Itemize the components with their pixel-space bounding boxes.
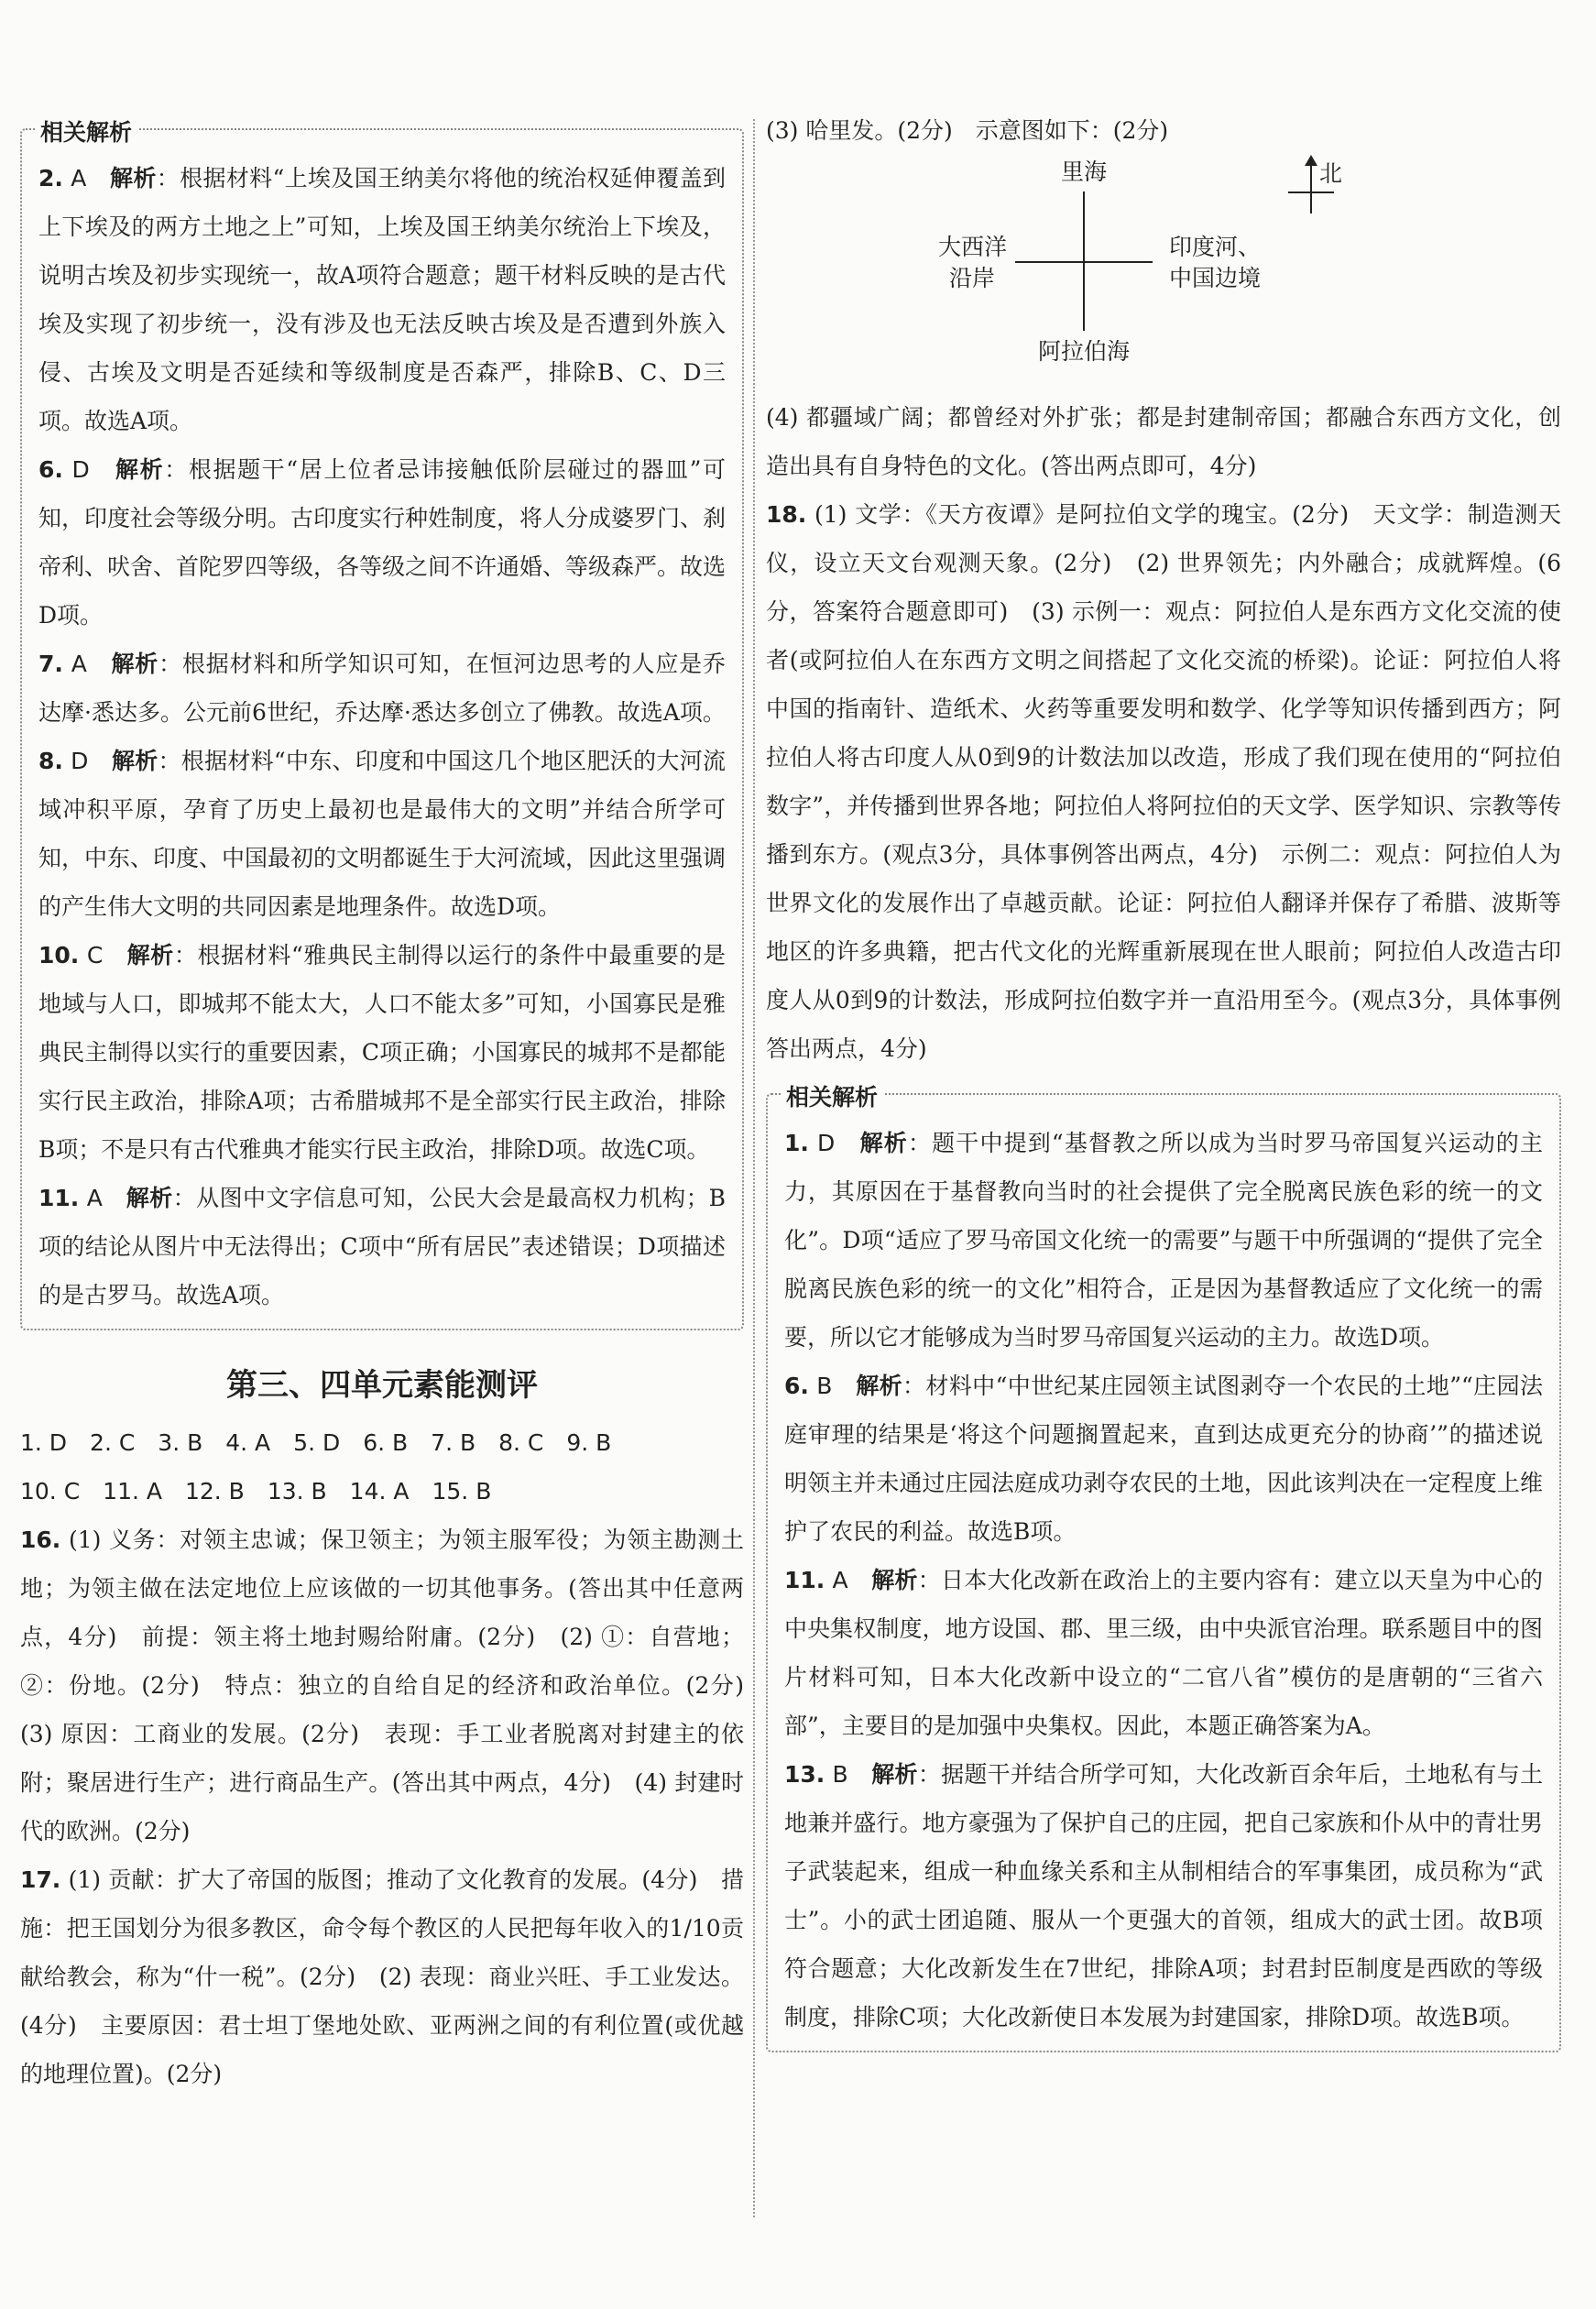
direction-diagram [766,155,1561,393]
question-18: 18. (1) 文学：《天方夜谭》是阿拉伯文学的瑰宝。(2分) 天文学：制造测天仪，设立天文台观测天象。(2分) (2) 世界领先；内外融合；成就辉煌。(6分，答案符合题意即可) (3) 示例一：观点：阿拉伯人是东西方文化交流的使者(或阿拉伯人在东西方文明之间搭起了文化交流的桥梁)。论证：阿拉伯人将中国的指南针、造纸术、火药等重要发明和数学、化学等知识传播到西方；阿拉伯人将古印度人从0到9的计数法加以改造，形成了我们现在使用的“阿拉伯数字”，并传播到世界各地；阿拉伯人将阿拉伯的天文学、医学知识、宗教等传播到东方。(观点3分，具体事例答出两点，4分) 示例二：观点：阿拉伯人为世界文化的发展作出了卓越贡献。论证：阿拉伯人翻译并保存了希腊、波斯等地区的许多典籍，把古代文化的光辉重新展现在世人眼前；阿拉伯人改造古印度人从0到9的计数法，形成阿拉伯数字并一直沿用至今。(观点3分，具体事例答出两点，4分) [766,501,1561,1062]
analysis-item: 11. A 解析：从图中文字信息可知，公民大会是最高权力机构；B项的结论从图片中无法得出；C项中“所有居民”表述错误；D项描述的是古罗马。故选A项。 [38,1185,726,1308]
analysis-box-label: 相关解析 [35,115,137,148]
right-column [766,106,1561,2052]
left-column [20,119,768,2098]
analysis-item: 6. D 解析：根据题干“居上位者忌讳接触低阶层碰过的器皿”可知，印度社会等级分明。古印度实行种姓制度，将人分成婆罗门、刹帝利、吠舍、首陀罗四等级，各等级之间不许通婚、等级森严。故选D项。 [38,456,727,629]
analysis-item: 1. D 解析：题干中提到“基督教之所以成为当时罗马帝国复兴运动的主力，其原因在于基督教向当时的社会提供了完全脱离民族色彩的统一的文化”。D项“适应了罗马帝国文化统一的需要”与题干中所强调的“提供了完全脱离民族色彩的统一的文化”相符合，正是因为基督教适应了文化统一的需要，所以它才能够成为当时罗马帝国复兴运动的主力。故选D项。 [784,1130,1543,1351]
diagram-right-label-2: 中国边境 [1169,265,1262,291]
diagram-right-label-1: 印度河、 [1169,234,1262,260]
answer-key-line-2: 10. C 11. A 12. B 13. B 14. A 15. B [20,1478,492,1505]
question-17: 17. (1) 贡献：扩大了帝国的版图；推动了文化教育的发展。(4分) 措施：把王国划分为很多教区，命令每个教区的人民把每年收入的1/10贡献给教会，称为“什一税”。(2分) (2) 表现：商业兴旺、手工业发达。(4分) 主要原因：君士坦丁堡地处欧、亚两洲之间的有利位置(或优越的地理位置)。(2分) [20,1866,744,2087]
diagram-bottom-label: 阿拉伯海 [1038,338,1131,365]
diagram-left-label-2: 沿岸 [949,265,996,291]
question-17-part-4: (4) 都疆域广阔；都曾经对外扩张；都是封建制帝国；都融合东西方文化，创造出具有自身特色的文化。(答出两点即可，4分) [766,404,1561,479]
north-arrow-crossbar [1288,192,1334,193]
north-label: 北 [1319,160,1343,187]
analysis-item: 6. B 解析：材料中“中世纪某庄园领主试图剥夺一个农民的土地”“庄园法庭审理的结果是‘将这个问题搁置起来，直到达成更充分的协商’”的描述说明领主并未通过庄园法庭成功剥夺农民的土地，因此该判决在一定程度上维护了农民的利益。故选B项。 [784,1373,1543,1545]
diagram-top-label: 里海 [1061,159,1108,185]
question-17-part-3: (3) 哈里发。(2分) 示意图如下：(2分) [766,117,1169,144]
analysis-item: 7. A 解析：根据材料和所学知识可知，在恒河边思考的人应是乔达摩·悉达多。公元前6世纪，乔达摩·悉达多创立了佛教。故选A项。 [38,651,726,726]
analysis-item: 8. D 解析：根据材料“中东、印度和中国这几个地区肥沃的大河流域冲积平原，孕育了历史上最初也是最伟大的文明”并结合所学可知，中东、印度、中国最初的文明都诞生于大河流域，因此这里强调的产生伟大文明的共同因素是地理条件。故选D项。 [38,748,727,920]
north-arrow-shaft [1310,160,1312,213]
analysis-item: 13. B 解析：据题干并结合所学可知，大化改新百余年后，土地私有与土地兼并盛行。地方豪强为了保护自己的庄园，把自己家族和仆从中的青壮男子武装起来，组成一种血缘关系和主从制相结合的军事集团，成员称为“武士”。小的武士团追随、服从一个更强大的首领，组成大的武士团。故B项符合题意；大化改新发生在7世纪，排除A项；封君封臣制度是西欧的等级制度，排除C项；大化改新使日本发展为封建国家，排除D项。故选B项。 [784,1761,1543,2030]
analysis-item: 2. A 解析：根据材料“上埃及国王纳美尔将他的统治权延伸覆盖到上下埃及的两方土地之上”可知，上埃及国王纳美尔统治上下埃及，说明古埃及初步实现统一，故A项符合题意；题干材料反映的是古代埃及实现了初步统一，没有涉及也无法反映古埃及是否遭到外族入侵、古埃及文明是否延续和等级制度是否森严，排除B、C、D三项。故选A项。 [38,165,726,434]
diagram-vertical-axis [1083,192,1085,331]
section-title: 第三、四单元素能测评 [226,1367,538,1404]
analysis-item: 10. C 解析：根据材料“雅典民主制得以运行的条件中最重要的是地域与人口，即城邦不能太大，人口不能太多”可知，小国寡民是雅典民主制得以实行的重要因素，C项正确；小国寡民的城邦不是都能实行民主政治，排除A项；古希腊城邦不是全部实行民主政治，排除B项；不是只有古代雅典才能实行民主政治，排除D项。故选C项。 [38,942,726,1163]
analysis-box-left [20,119,744,1330]
question-16: 16. (1) 义务：对领主忠诚；保卫领主；为领主服军役；为领主勘测土地；为领主做在法定地位上应该做的一切其他事务。(答出其中任意两点，4分) 前提：领主将土地封赐给附庸。(2分) (2) ①：自营地；②：份地。(2分) 特点：独立的自给自足的经济和政治单位。(2分) (3) 原因：工商业的发展。(2分) 表现：手工业者脱离对封建主的依附；聚居进行生产；进行商品生产。(答出其中两点，4分) (4) 封建时代的欧洲。(2分) [20,1527,768,1844]
column-divider [753,119,755,2217]
answer-key-line-1: 1. D 2. C 3. B 4. A 5. D 6. B 7. B 8. C 9. B [20,1429,612,1456]
analysis-box-label: 相关解析 [781,1079,883,1112]
analysis-item: 11. A 解析：日本大化改新在政治上的主要内容有：建立以天皇为中心的中央集权制度，地方设国、郡、里三级，由中央派官治理。联系题目中的图片材料可知，日本大化改新中设立的“二官八省”模仿的是唐朝的“三省六部”，主要目的是加强中央集权。因此，本题正确答案为A。 [784,1567,1543,1739]
north-arrow-head-icon [1305,155,1317,166]
diagram-left-label-1: 大西洋 [938,234,1008,260]
analysis-box-right [766,1084,1561,2052]
